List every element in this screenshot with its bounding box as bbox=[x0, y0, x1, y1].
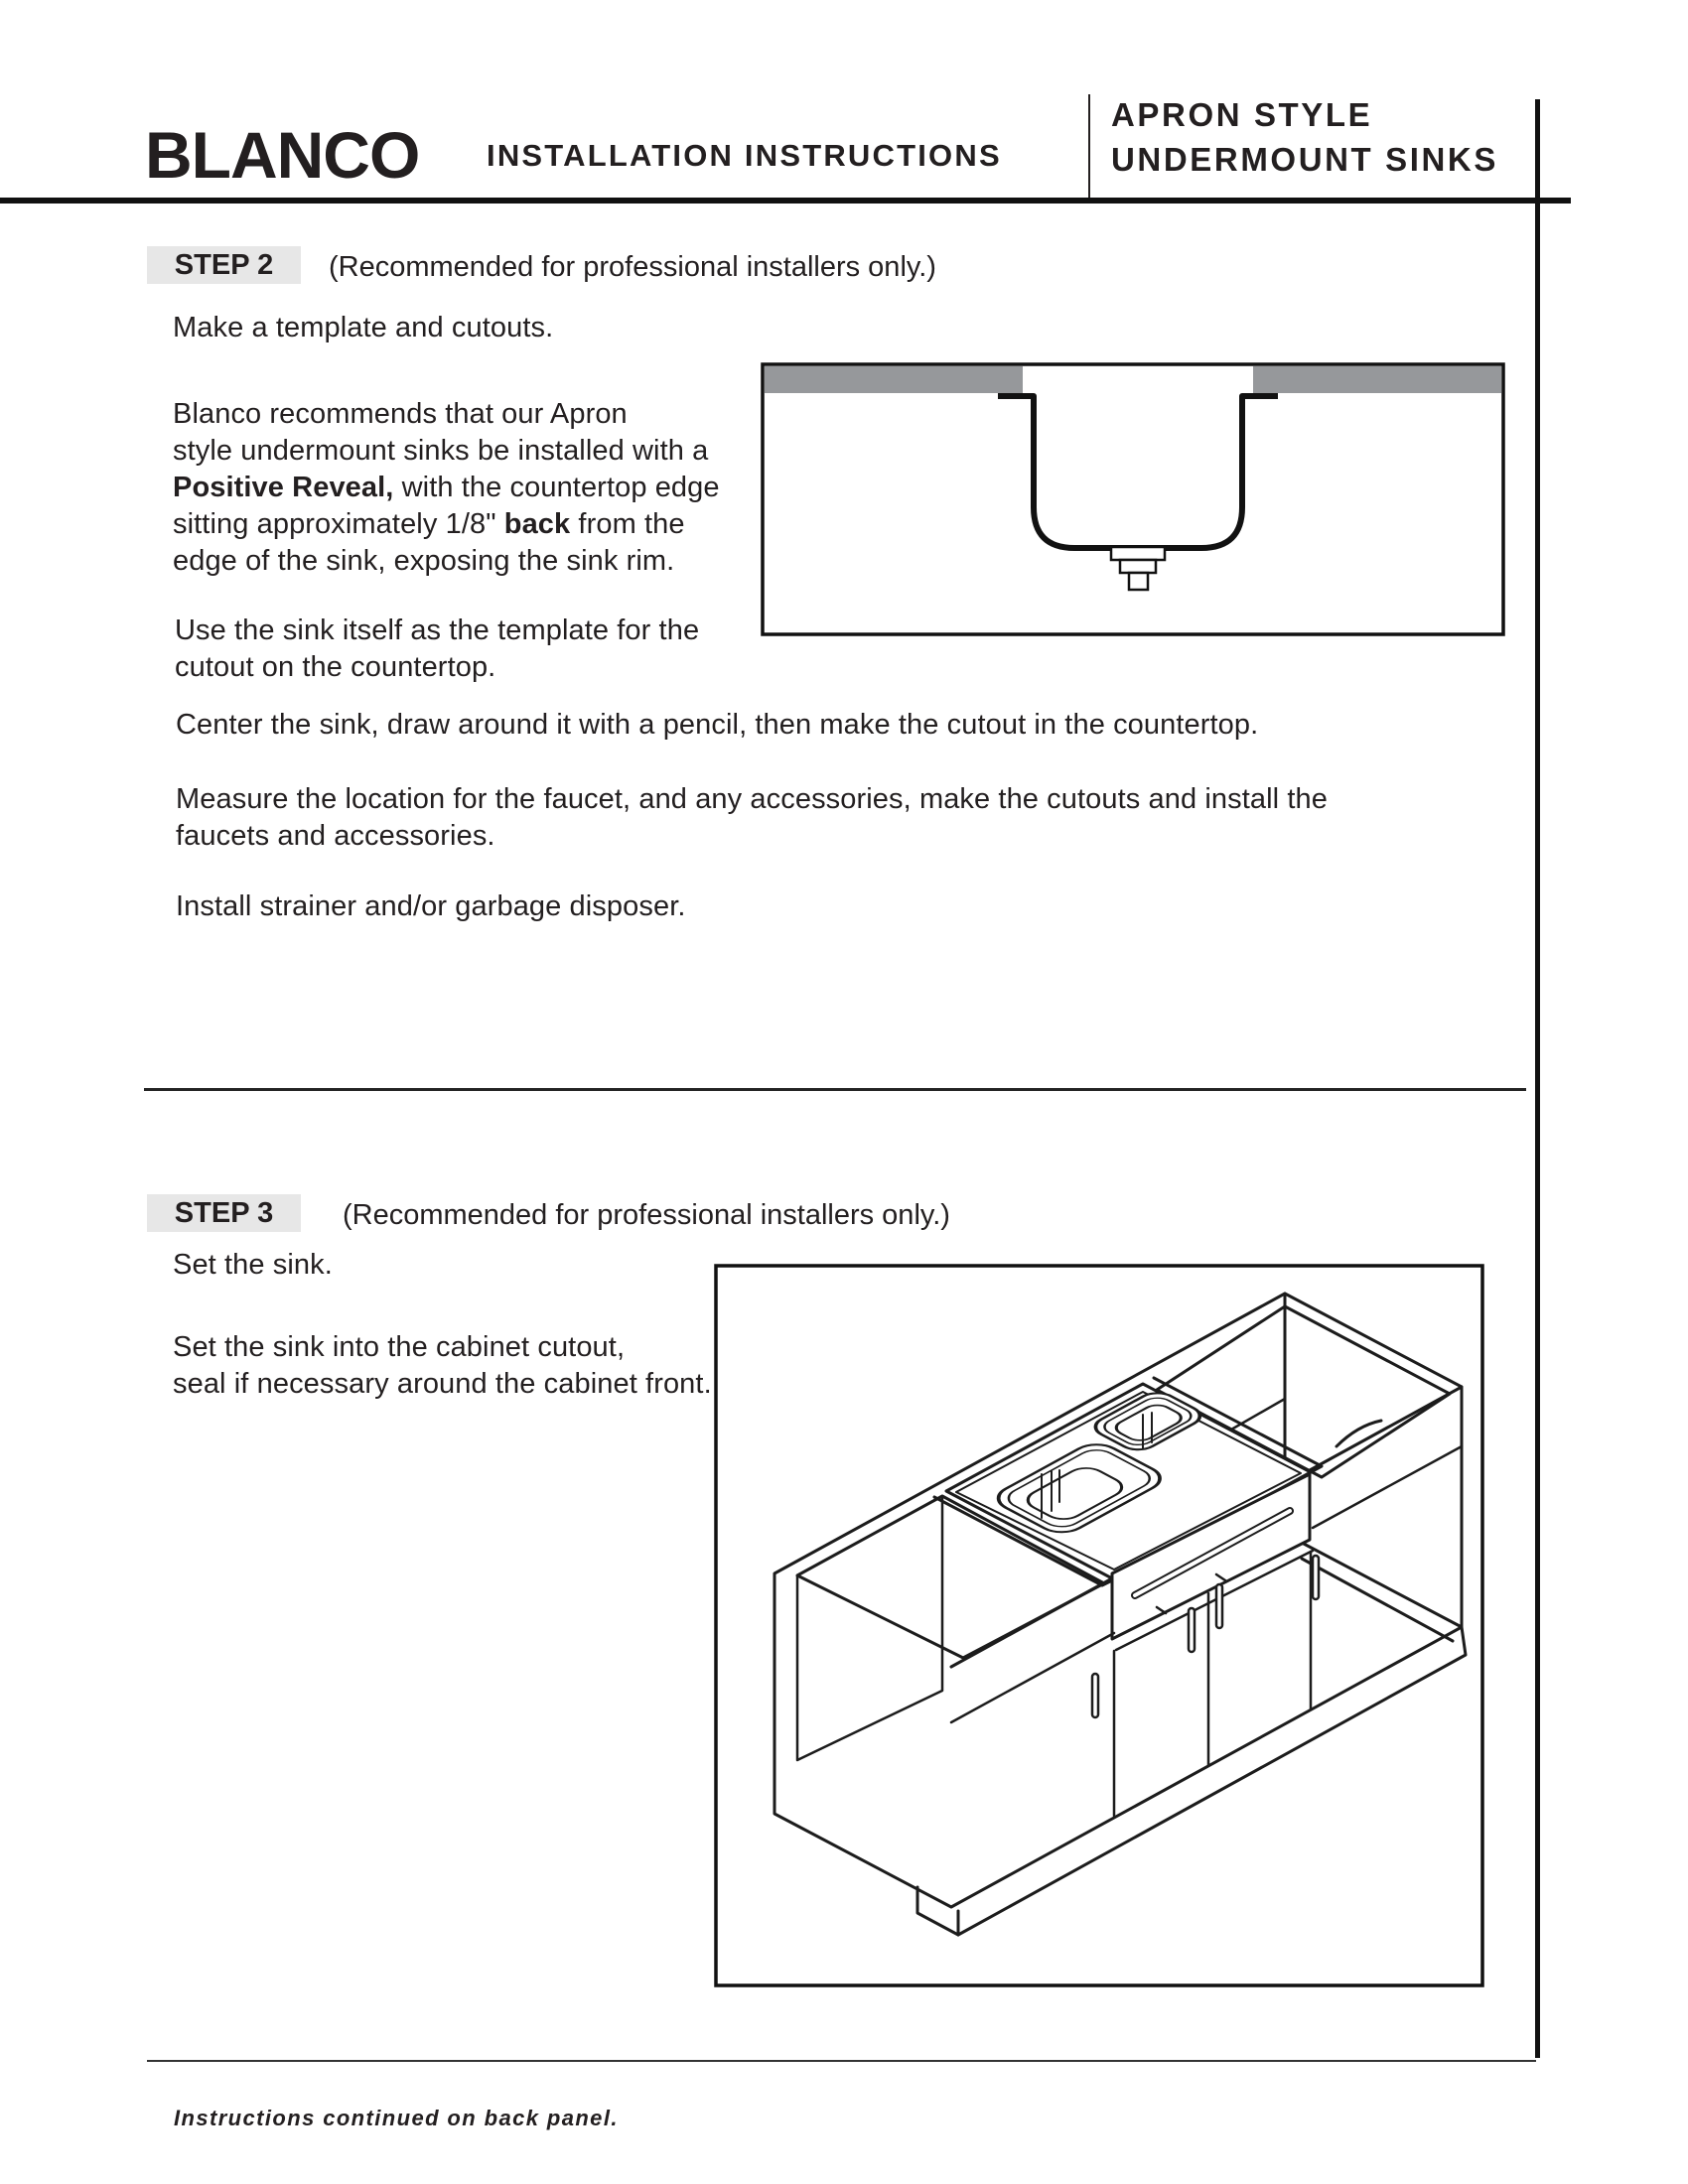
paragraph-line: cutout on the countertop. bbox=[175, 651, 496, 683]
section-divider-rule bbox=[144, 1088, 1526, 1091]
paragraph-line: Set the sink into the cabinet cutout, bbox=[173, 1331, 626, 1363]
step2-badge: STEP 2 bbox=[147, 246, 301, 284]
paragraph-line: Measure the location for the faucet, and any accessories, make the cutouts and install the bbox=[176, 783, 1328, 815]
blanco-logo: BLANCO bbox=[145, 118, 420, 192]
footer-note: Instructions continued on back panel. bbox=[174, 2106, 619, 2130]
header-horizontal-rule bbox=[0, 198, 1571, 204]
paragraph-line: seal if necessary around the cabinet front. bbox=[173, 1368, 712, 1400]
page-right-rule bbox=[1535, 99, 1540, 2058]
step2-template-paragraph bbox=[175, 613, 699, 686]
paragraph-line: faucets and accessories. bbox=[176, 820, 495, 852]
header-vertical-divider bbox=[1088, 94, 1090, 204]
step3-note: (Recommended for professional installers only.) bbox=[343, 1199, 950, 1231]
product-name-line2: UNDERMOUNT SINKS bbox=[1111, 141, 1498, 178]
countertop-right bbox=[1253, 366, 1501, 393]
step2-intro: Make a template and cutouts. bbox=[173, 312, 554, 343]
step2-note: (Recommended for professional installers only.) bbox=[329, 251, 936, 283]
footer-rule bbox=[147, 2060, 1536, 2062]
diagram-border bbox=[763, 364, 1503, 634]
step3-badge: STEP 3 bbox=[147, 1194, 301, 1232]
paragraph-line: Positive Reveal, with the countertop edge bbox=[173, 472, 720, 503]
paragraph-line: sitting approximately 1/8" back from the bbox=[173, 508, 685, 540]
step3-set-paragraph bbox=[173, 1329, 712, 1403]
document-title: INSTALLATION INSTRUCTIONS bbox=[487, 138, 1002, 173]
product-name-line1: APRON STYLE bbox=[1111, 96, 1373, 133]
paragraph-line: edge of the sink, exposing the sink rim. bbox=[173, 545, 675, 577]
step2-strainer-paragraph: Install strainer and/or garbage disposer. bbox=[176, 890, 686, 922]
step3-intro: Set the sink. bbox=[173, 1249, 333, 1281]
paragraph-line: Blanco recommends that our Apron bbox=[173, 398, 628, 430]
step2-center-paragraph: Center the sink, draw around it with a pencil, then make the cutout in the countertop. bbox=[176, 709, 1259, 741]
paragraph-line: style undermount sinks be installed with a bbox=[173, 435, 709, 467]
step2-reveal-paragraph bbox=[173, 396, 720, 580]
countertop-left bbox=[765, 366, 1023, 393]
sink-cross-section-diagram bbox=[761, 362, 1505, 636]
step2-measure-paragraph bbox=[176, 781, 1328, 855]
paragraph-line: Use the sink itself as the template for the bbox=[175, 614, 700, 646]
cabinet-isometric-diagram bbox=[714, 1264, 1484, 1987]
